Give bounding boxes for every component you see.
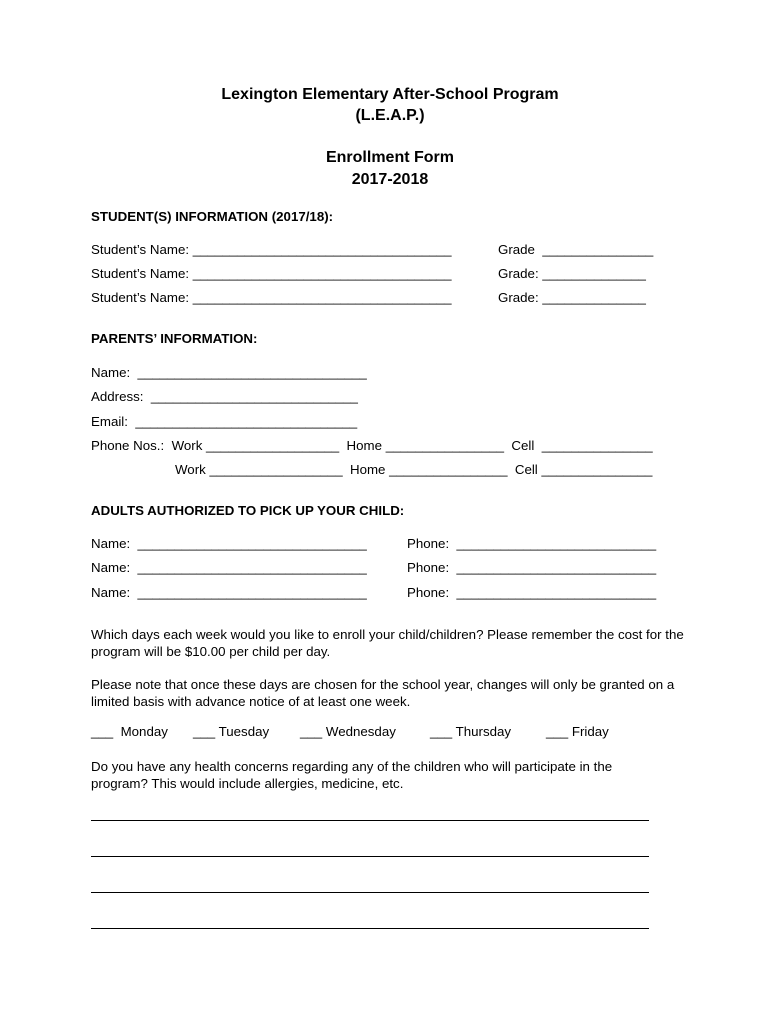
pickup-name-field[interactable]: Name: _______________________________ [91,536,367,551]
pickup-heading: ADULTS AUTHORIZED TO PICK UP YOUR CHILD: [91,503,405,518]
day-option-monday[interactable]: ___ Monday [91,724,168,739]
students-heading: STUDENT(S) INFORMATION (2017/18): [91,209,334,224]
parent-name-field[interactable]: Name: _______________________________ [91,365,367,380]
parent-phone-row-1[interactable]: Phone Nos.: Work __________________ Home ________________ Cell _______________ [91,438,653,453]
form-title: Enrollment Form [325,149,454,166]
student-name-field[interactable]: Student’s Name: ___________________________________ [91,290,452,305]
health-answer-line[interactable] [91,856,649,857]
pickup-phone-field[interactable]: Phone: ___________________________ [407,536,657,551]
parent-phone-row-2[interactable]: Work __________________ Home ________________ Cell _______________ [175,462,653,477]
day-option-thursday[interactable]: ___ Thursday [430,724,512,739]
student-grade-field[interactable]: Grade: ______________ [498,290,646,305]
parents-heading: PARENTS’ INFORMATION: [91,331,258,346]
student-name-field[interactable]: Student’s Name: ___________________________________ [91,242,452,257]
pickup-phone-field[interactable]: Phone: ___________________________ [407,585,657,600]
student-grade-field[interactable]: Grade: ______________ [498,266,646,281]
days-question: Which days each week would you like to enroll your child/children? Please remember the cost for the program will be $10.00 per child per day. [91,627,684,659]
pickup-name-field[interactable]: Name: _______________________________ [91,585,367,600]
day-option-tuesday[interactable]: ___ Tuesday [193,724,270,739]
program-title: Lexington Elementary After-School Program [221,86,559,103]
parent-email-field[interactable]: Email: ______________________________ [91,414,358,429]
health-answer-line[interactable] [91,892,649,893]
health-question: Do you have any health concerns regarding any of the children who will participate in the program? This would include allergies, medicine, etc. [91,759,613,791]
student-name-field[interactable]: Student’s Name: ___________________________________ [91,266,452,281]
health-answer-line[interactable] [91,820,649,821]
form-year: 2017-2018 [351,171,429,188]
program-acronym: (L.E.A.P.) [355,107,425,124]
pickup-phone-field[interactable]: Phone: ___________________________ [407,560,657,575]
day-option-friday[interactable]: ___ Friday [546,724,609,739]
day-option-wednesday[interactable]: ___ Wednesday [300,724,396,739]
student-grade-field[interactable]: Grade _______________ [498,242,654,257]
health-answer-line[interactable] [91,928,649,929]
days-note: Please note that once these days are chosen for the school year, changes will only be granted on a limited basis with advance notice of at least one week. [91,677,675,709]
parent-address-field[interactable]: Address: ____________________________ [91,389,358,404]
pickup-name-field[interactable]: Name: _______________________________ [91,560,367,575]
